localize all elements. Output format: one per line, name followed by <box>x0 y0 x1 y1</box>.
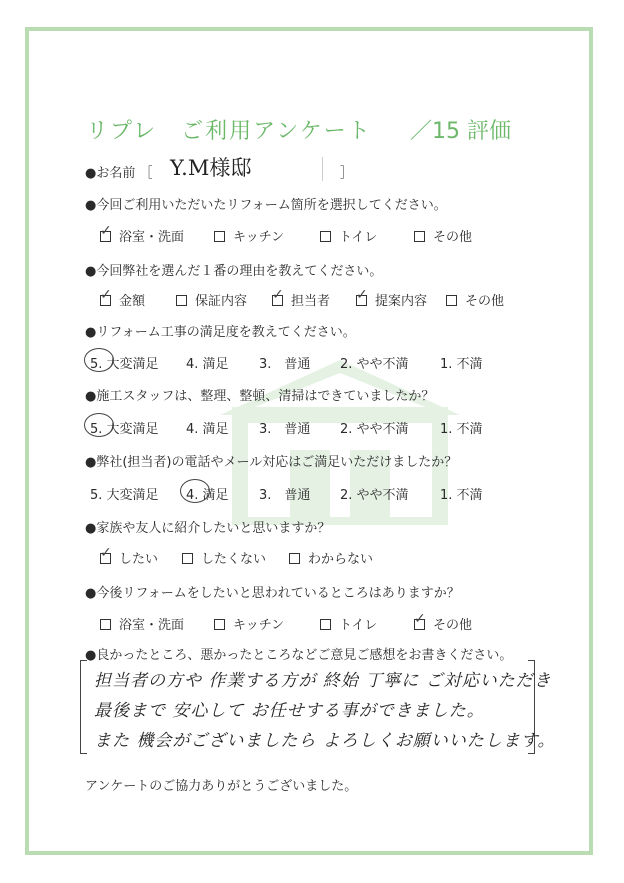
selection-circle <box>84 348 114 372</box>
q2-option[interactable]: ✓ 提案内容 <box>356 290 427 309</box>
q3-option[interactable]: 3. 普通 <box>259 357 311 372</box>
checkbox-icon[interactable] <box>182 553 193 564</box>
comment-line: 最後まで 安心して お任せする事ができました。 <box>94 701 485 721</box>
checkbox-checked-icon[interactable] <box>100 295 111 306</box>
q6-option[interactable]: ✓したい <box>100 548 158 567</box>
q2-option[interactable]: 保証内容 <box>176 290 247 309</box>
name-divider <box>322 157 323 181</box>
q1-option[interactable]: キッチン <box>214 226 284 245</box>
checkbox-icon[interactable] <box>100 619 111 630</box>
q4-option[interactable]: 3. 普通 <box>259 422 311 437</box>
q2-option[interactable]: その他 <box>446 290 504 309</box>
checkbox-icon[interactable] <box>414 231 425 242</box>
name-close-bracket: ］ <box>340 166 354 181</box>
q2-option[interactable]: ✓ 担当者 <box>272 290 330 309</box>
checkbox-checked-icon[interactable] <box>100 553 111 564</box>
comment-line: 担当者の方や 作業する方が 終始 丁寧に ご対応いただき <box>94 671 552 691</box>
q3-option-selected[interactable]: 5. 大変満足 <box>90 353 159 372</box>
checkbox-icon[interactable] <box>214 619 225 630</box>
comment-box[interactable] <box>80 660 556 752</box>
q5-option[interactable]: 3. 普通 <box>259 488 311 503</box>
name-label: ●お名前 ［ <box>85 166 153 181</box>
q5-option[interactable]: 1. 不満 <box>440 488 483 503</box>
q4-option[interactable]: 4. 満足 <box>186 422 229 437</box>
comment-left-bracket <box>80 660 87 754</box>
question-8: ●良かったところ、悪かったところなどご意見ご感想をお書きください。 <box>85 648 513 663</box>
selection-circle <box>180 479 210 503</box>
q7-option[interactable]: 浴室・洗面 <box>100 614 184 633</box>
rating-label: ／15 評価 <box>410 119 511 144</box>
survey-title: リプレ ご利用アンケート <box>86 119 372 144</box>
checkbox-icon[interactable] <box>320 231 331 242</box>
question-2: ●今回弊社を選んだ１番の理由を教えてください。 <box>85 264 383 279</box>
q6-option[interactable]: わからない <box>289 548 373 567</box>
q4-option-selected[interactable]: 5. 大変満足 <box>90 418 159 437</box>
question-7: ●今後リフォームをしたいと思われているところはありますか？ <box>85 586 460 601</box>
q3-option[interactable]: 1. 不満 <box>440 357 483 372</box>
checkbox-checked-icon[interactable] <box>356 295 367 306</box>
question-4: ●施工スタッフは、整理、整頓、清掃はできていましたか？ <box>85 389 435 404</box>
selection-circle <box>84 413 114 437</box>
question-5: ●弊社(担当者)の電話やメール対応はご満足いただけましたか？ <box>85 455 458 470</box>
question-1: ●今回ご利用いただいたリフォーム箇所を選択してください。 <box>85 198 447 213</box>
q7-option[interactable]: トイレ <box>320 614 377 633</box>
customer-name: Y.M様邸 <box>170 156 252 180</box>
q1-option[interactable]: ✓浴室・洗面 <box>100 226 184 245</box>
comment-line: また 機会がございましたら よろしくお願いいたします。 <box>94 731 556 751</box>
checkbox-icon[interactable] <box>446 295 457 306</box>
checkbox-checked-icon[interactable] <box>272 295 283 306</box>
q2-option[interactable]: ✓金額 <box>100 290 145 309</box>
q4-option[interactable]: 2. やや不満 <box>340 422 409 437</box>
checkbox-icon[interactable] <box>214 231 225 242</box>
q3-option[interactable]: 2. やや不満 <box>340 357 409 372</box>
q1-option[interactable]: トイレ <box>320 226 377 245</box>
q5-option-selected[interactable]: 4. 満足 <box>186 484 229 503</box>
q1-option[interactable]: その他 <box>414 226 472 245</box>
checkbox-icon[interactable] <box>320 619 331 630</box>
q6-option[interactable]: したくない <box>182 548 266 567</box>
checkbox-checked-icon[interactable] <box>414 619 425 630</box>
q5-option[interactable]: 2. やや不満 <box>340 488 409 503</box>
q7-option[interactable]: キッチン <box>214 614 284 633</box>
question-6: ●家族や友人に紹介したいと思いますか？ <box>85 521 331 536</box>
q3-option[interactable]: 4. 満足 <box>186 357 229 372</box>
thank-you-note: アンケートのご協力ありがとうございました。 <box>85 779 358 794</box>
checkbox-icon[interactable] <box>289 553 300 564</box>
q5-option[interactable]: 5. 大変満足 <box>90 488 159 503</box>
q7-option[interactable]: ✓ その他 <box>414 614 472 633</box>
checkbox-checked-icon[interactable] <box>100 231 111 242</box>
checkbox-icon[interactable] <box>176 295 187 306</box>
q4-option[interactable]: 1. 不満 <box>440 422 483 437</box>
question-3: ●リフォーム工事の満足度を教えてください。 <box>85 325 356 340</box>
